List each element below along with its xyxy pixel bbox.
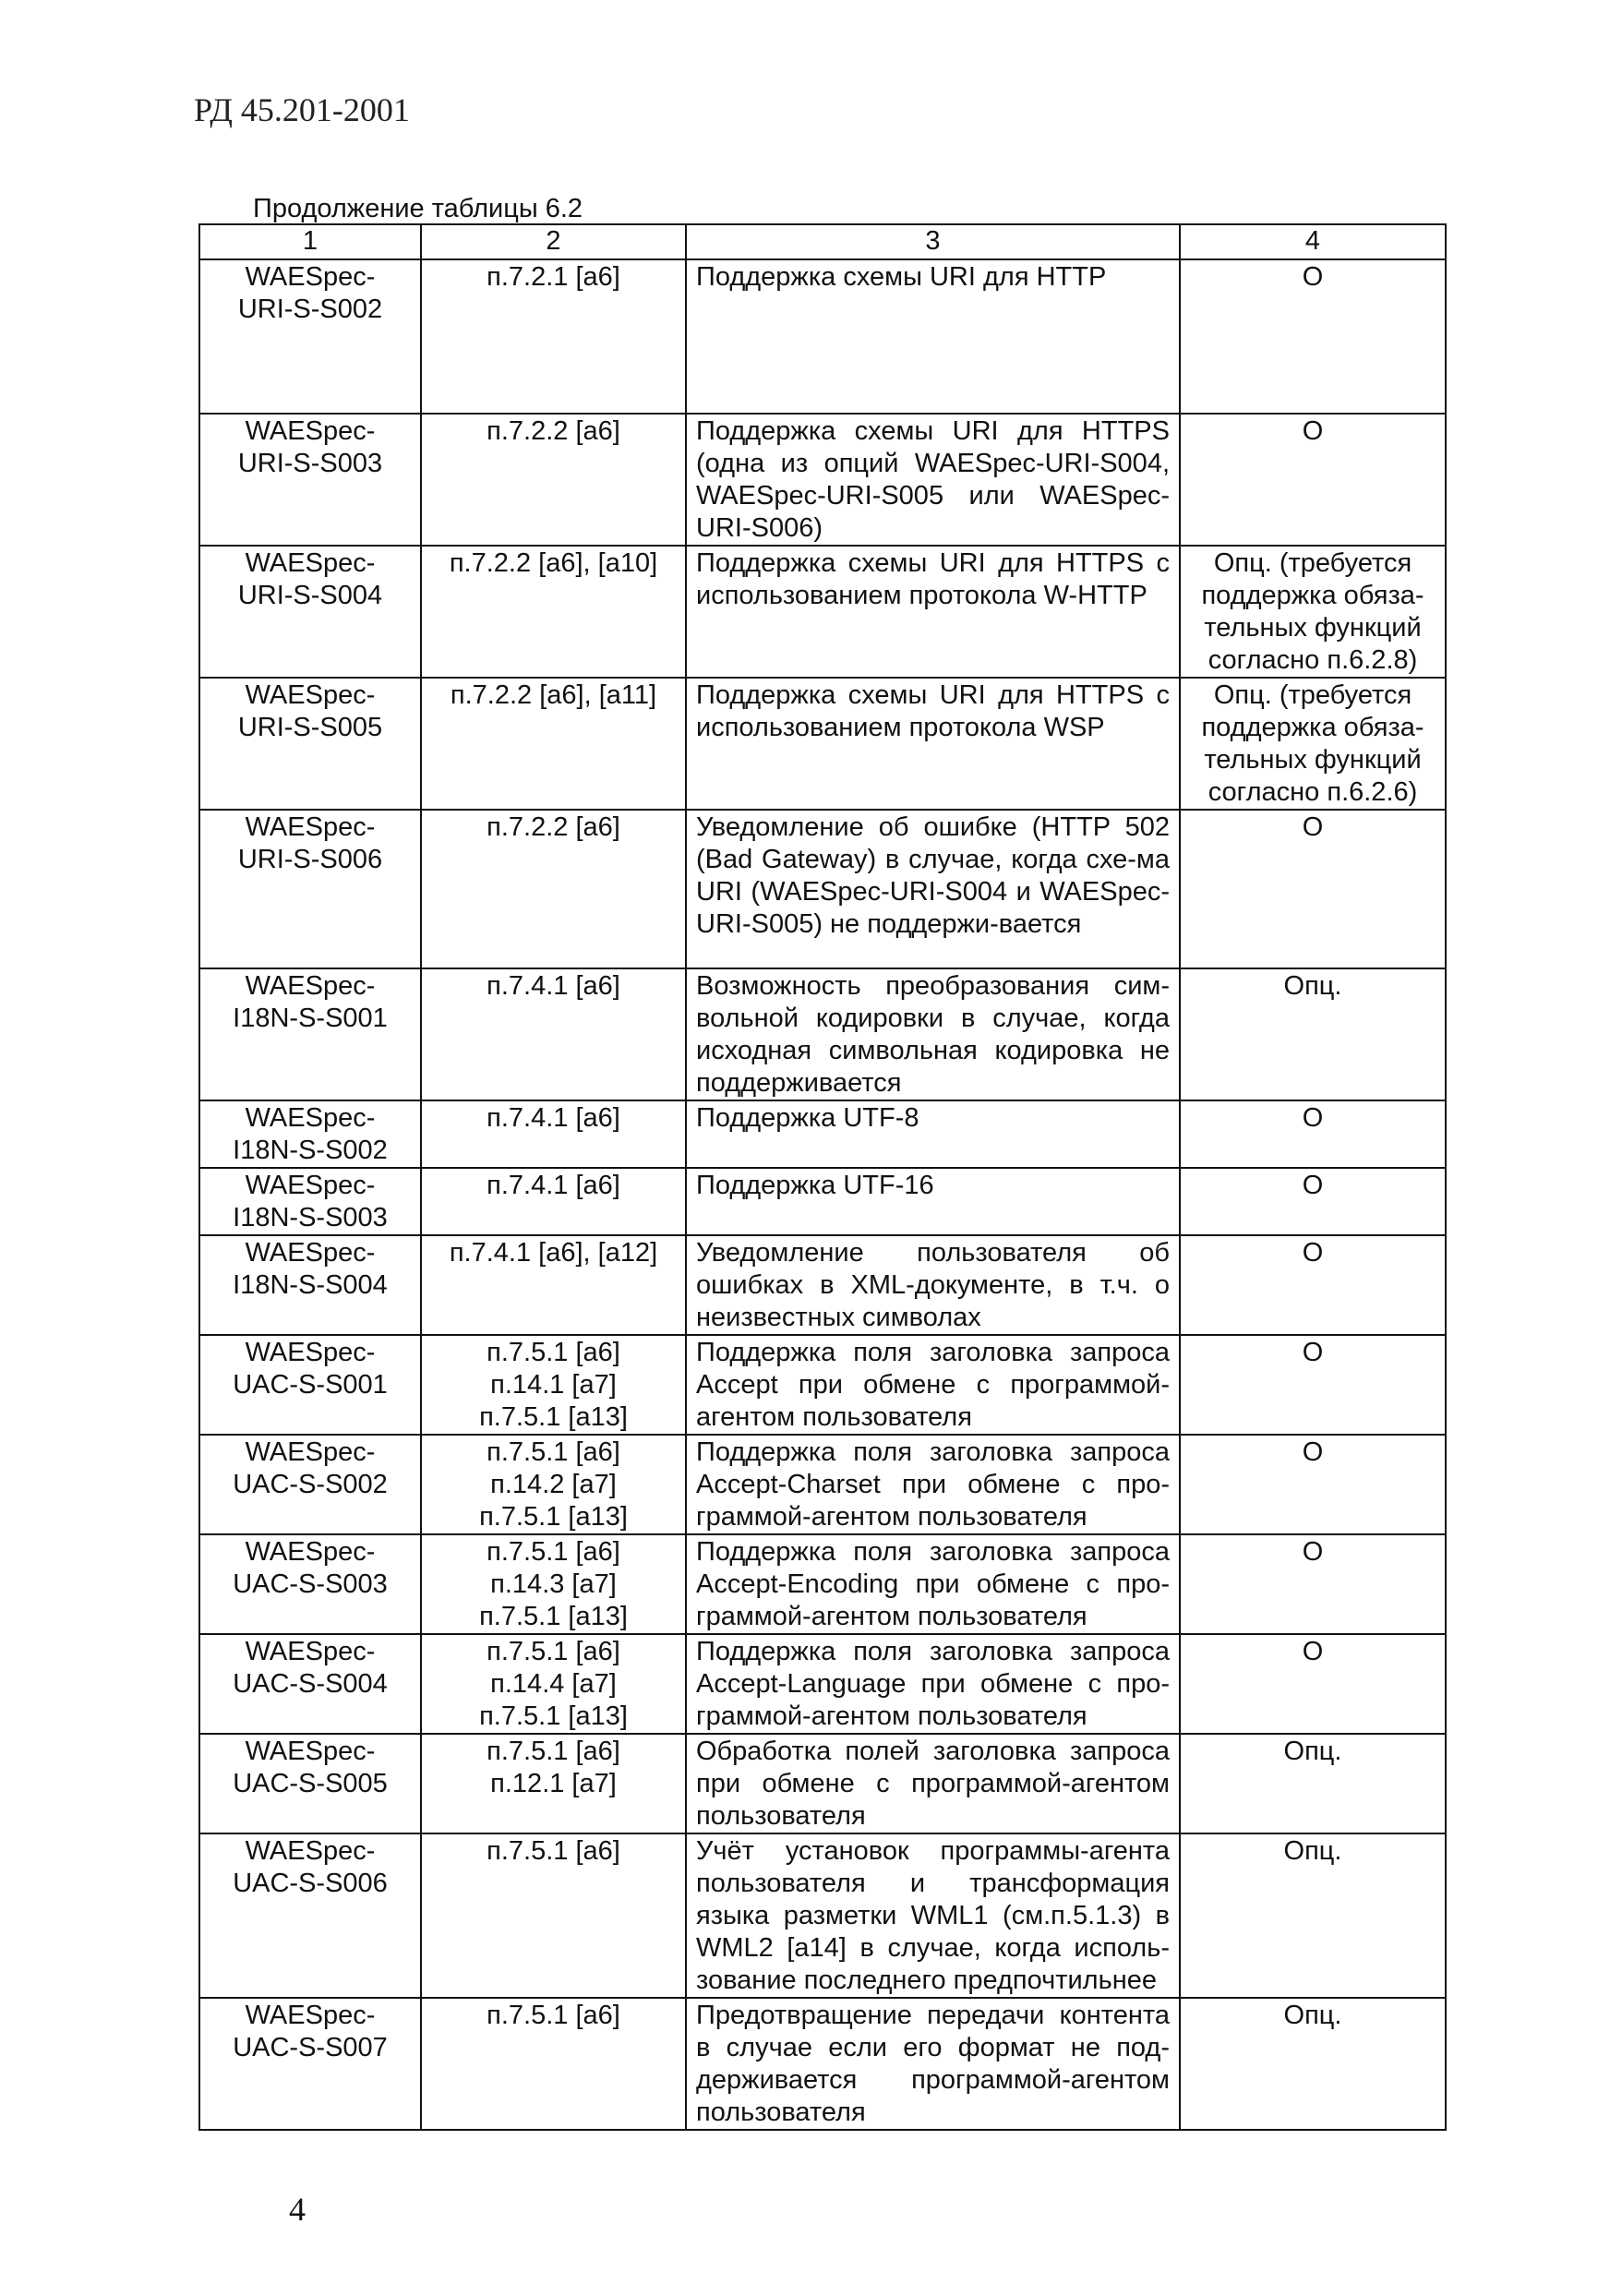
description-cell: Поддержка UTF-16 (686, 1168, 1180, 1235)
table-header-row (199, 224, 1446, 259)
status-cell: Опц. (1180, 1734, 1446, 1833)
spec-id-cell: WAESpec- URI-S-S002 (199, 259, 421, 414)
table-row (199, 546, 1446, 678)
spec-id-cell: WAESpec- UAC-S-S003 (199, 1534, 421, 1634)
column-header: 2 (421, 224, 686, 259)
spec-id-cell: WAESpec- URI-S-S004 (199, 546, 421, 678)
reference-cell: п.7.2.2 [а6], [а11] (421, 678, 686, 810)
table-row (199, 1998, 1446, 2130)
description-cell: Поддержка схемы URI для HTTP (686, 259, 1180, 414)
table-caption: Продолжение таблицы 6.2 (253, 194, 583, 223)
description-cell: Поддержка UTF-8 (686, 1100, 1180, 1168)
description-cell: Поддержка поля заголовка запроса Accept-Encoding при обмене с про-граммой-агентом пользователя (686, 1534, 1180, 1634)
table-row (199, 414, 1446, 546)
reference-cell: п.7.5.1 [а6] п.14.4 [а7] п.7.5.1 [а13] (421, 1634, 686, 1734)
description-cell: Предотвращение передачи контента в случае если его формат не под-держивается программой-агентом пользователя (686, 1998, 1180, 2130)
spec-id-cell: WAESpec- I18N-S-S002 (199, 1100, 421, 1168)
status-cell: Опц. (требуется поддержка обяза- тельных функций согласно п.6.2.8) (1180, 546, 1446, 678)
spec-id-cell: WAESpec- I18N-S-S004 (199, 1235, 421, 1335)
spec-id-cell: WAESpec- UAC-S-S007 (199, 1998, 421, 2130)
description-cell: Поддержка поля заголовка запроса Accept-Charset при обмене с про-граммой-агентом пользователя (686, 1435, 1180, 1534)
status-cell: О (1180, 1168, 1446, 1235)
reference-cell: п.7.5.1 [а6] п.14.1 [а7] п.7.5.1 [а13] (421, 1335, 686, 1435)
reference-cell: п.7.2.2 [а6] (421, 810, 686, 968)
column-header: 4 (1180, 224, 1446, 259)
spec-id-cell: WAESpec- URI-S-S006 (199, 810, 421, 968)
spec-id-cell: WAESpec- URI-S-S003 (199, 414, 421, 546)
reference-cell: п.7.5.1 [а6] (421, 1998, 686, 2130)
status-cell: О (1180, 259, 1446, 414)
table-row (199, 1634, 1446, 1734)
description-cell: Обработка полей заголовка запроса при обмене с программой-агентом пользователя (686, 1734, 1180, 1833)
spec-id-cell: WAESpec- URI-S-S005 (199, 678, 421, 810)
status-cell: О (1180, 414, 1446, 546)
table-row (199, 1100, 1446, 1168)
description-cell: Уведомление пользователя об ошибках в XML-документе, в т.ч. о неизвестных символах (686, 1235, 1180, 1335)
description-cell: Поддержка поля заголовка запроса Accept при обмене с программой-агентом пользователя (686, 1335, 1180, 1435)
reference-cell: п.7.2.2 [а6] (421, 414, 686, 546)
spec-id-cell: WAESpec- UAC-S-S004 (199, 1634, 421, 1734)
spec-table (198, 223, 1447, 2131)
reference-cell: п.7.2.1 [а6] (421, 259, 686, 414)
status-cell: Опц. (требуется поддержка обяза- тельных функций согласно п.6.2.6) (1180, 678, 1446, 810)
status-cell: Опц. (1180, 968, 1446, 1100)
spec-id-cell: WAESpec- UAC-S-S002 (199, 1435, 421, 1534)
reference-cell: п.7.5.1 [а6] п.12.1 [а7] (421, 1734, 686, 1833)
table-row (199, 810, 1446, 968)
status-cell: О (1180, 1100, 1446, 1168)
description-cell: Поддержка схемы URI для HTTPS с использованием протокола WSP (686, 678, 1180, 810)
table-row (199, 1335, 1446, 1435)
status-cell: О (1180, 1534, 1446, 1634)
table-row (199, 968, 1446, 1100)
reference-cell: п.7.5.1 [а6] п.14.3 [а7] п.7.5.1 [а13] (421, 1534, 686, 1634)
table-row (199, 259, 1446, 414)
reference-cell: п.7.5.1 [а6] (421, 1833, 686, 1998)
table-row (199, 1734, 1446, 1833)
reference-cell: п.7.5.1 [а6] п.14.2 [а7] п.7.5.1 [а13] (421, 1435, 686, 1534)
status-cell: Опц. (1180, 1833, 1446, 1998)
description-cell: Учёт установок программы-агента пользователя и трансформация языка разметки WML1 (см.п.5.1.3) в WML2 [а14] в случае, когда исполь-зование последнего предпочтильнее (686, 1833, 1180, 1998)
table-row (199, 1435, 1446, 1534)
document-code: РД 45.201-2001 (194, 91, 410, 128)
status-cell: О (1180, 1235, 1446, 1335)
spec-id-cell: WAESpec- I18N-S-S001 (199, 968, 421, 1100)
page-number: 4 (289, 2191, 306, 2228)
status-cell: О (1180, 1634, 1446, 1734)
table-row (199, 1534, 1446, 1634)
table-row (199, 1833, 1446, 1998)
status-cell: О (1180, 1335, 1446, 1435)
spec-id-cell: WAESpec- I18N-S-S003 (199, 1168, 421, 1235)
reference-cell: п.7.2.2 [а6], [а10] (421, 546, 686, 678)
description-cell: Уведомление об ошибке (HTTP 502 (Bad Gateway) в случае, когда схе-ма URI (WAESpec-URI-S004 и WAESpec-URI-S005) не поддержи-вается (686, 810, 1180, 968)
table-row (199, 1235, 1446, 1335)
table-row (199, 1168, 1446, 1235)
status-cell: О (1180, 810, 1446, 968)
reference-cell: п.7.4.1 [а6] (421, 968, 686, 1100)
description-cell: Поддержка поля заголовка запроса Accept-Language при обмене с про-граммой-агентом пользователя (686, 1634, 1180, 1734)
spec-id-cell: WAESpec- UAC-S-S006 (199, 1833, 421, 1998)
reference-cell: п.7.4.1 [а6] (421, 1168, 686, 1235)
spec-id-cell: WAESpec- UAC-S-S001 (199, 1335, 421, 1435)
spec-id-cell: WAESpec- UAC-S-S005 (199, 1734, 421, 1833)
table-row (199, 678, 1446, 810)
reference-cell: п.7.4.1 [а6] (421, 1100, 686, 1168)
description-cell: Поддержка схемы URI для HTTPS (одна из опций WAESpec-URI-S004, WAESpec-URI-S005 или WAESpec-URI-S006) (686, 414, 1180, 546)
status-cell: О (1180, 1435, 1446, 1534)
reference-cell: п.7.4.1 [а6], [а12] (421, 1235, 686, 1335)
column-header: 3 (686, 224, 1180, 259)
description-cell: Возможность преобразования сим-вольной кодировки в случае, когда исходная символьная кодировка не поддерживается (686, 968, 1180, 1100)
status-cell: Опц. (1180, 1998, 1446, 2130)
description-cell: Поддержка схемы URI для HTTPS с использованием протокола W-HTTP (686, 546, 1180, 678)
column-header: 1 (199, 224, 421, 259)
